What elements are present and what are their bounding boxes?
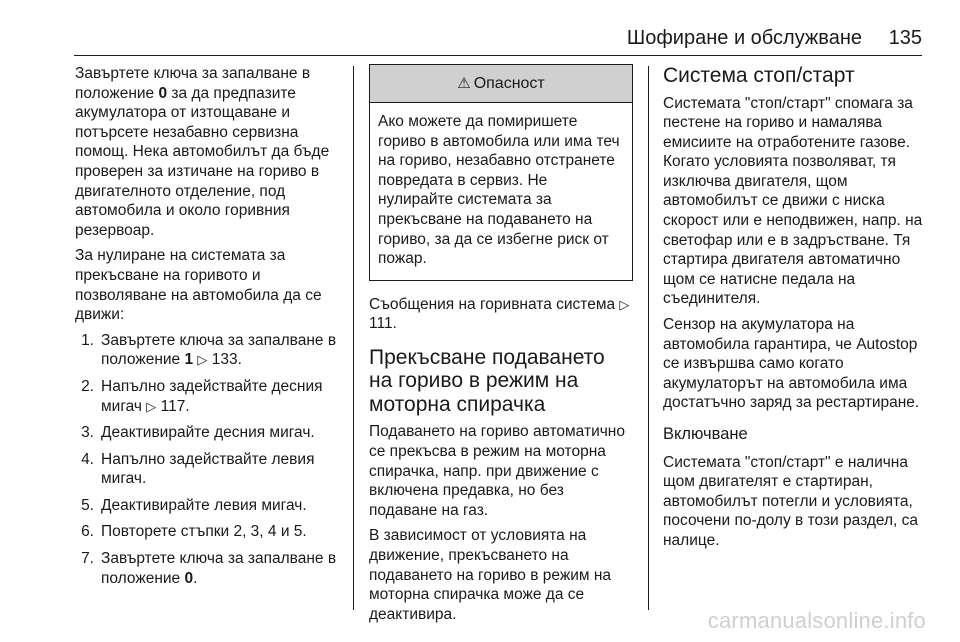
list-item: 6. Повторете стъпки 2, 3, 4 и 5. bbox=[81, 523, 307, 541]
running-header-title: Шофиране и обслужване bbox=[626, 27, 862, 49]
subsection-title: Включване bbox=[663, 425, 748, 443]
danger-notice bbox=[369, 64, 633, 281]
danger-title: Опасност bbox=[473, 74, 545, 92]
steps-list bbox=[75, 331, 347, 589]
key-position: 0 bbox=[158, 84, 168, 102]
column-divider-2 bbox=[648, 66, 649, 610]
page-reference[interactable]: 111. bbox=[369, 315, 397, 333]
page-reference[interactable]: 117. bbox=[160, 397, 190, 415]
reference-arrow-icon: ▷ bbox=[197, 352, 208, 368]
paragraph: Системата "стоп/старт" спомага за пестене на гориво и намалява емисиите на отработените газове. Когато условията позволяват, тя изключва двигателя, щом автомобилът се движи с ниска скорост или е неподвижен, напр. на светофар или е в задръстване. Тя стартира двигателя автоматично щом се натисне педала на съединителя. bbox=[663, 94, 923, 308]
page-reference[interactable]: 133. bbox=[211, 351, 242, 369]
list-item: 4. Напълно задействайте левия мигач. bbox=[81, 450, 315, 488]
paragraph: За нулиране на системата за прекъсване на горивото и позволяване на автомобила да се движи: bbox=[75, 247, 322, 324]
column-divider-1 bbox=[353, 66, 354, 610]
paragraph: Системата "стоп/старт" е налична щом двигателят е стартиран, автомобилът потегли и условията, посочени по-долу в този раздел, са налице. bbox=[663, 453, 919, 549]
column-1 bbox=[75, 64, 347, 595]
paragraph: Сензор на акумулатора на автомобила гарантира, че Autostop се извършва само когато акумулаторът на автомобила има достатъчно заряд за рестартиране. bbox=[663, 316, 920, 412]
column-3 bbox=[663, 64, 931, 557]
paragraph: Завъртете ключа за запалване в положение 0 за да предпазите акумулатора от изтощаване и потърсете незабавно сервизна помощ. Нека автомобилът да бъде проверен за изтичане на гориво в двигателното отделение, под автомобила и около горивния резервоар. bbox=[75, 65, 330, 239]
list-item: 7. Завъртете ключа за запалване в положение 0. bbox=[81, 550, 337, 587]
paragraph: Подаването на гориво автоматично се прекъсва в режим на моторна спирачка, напр. при движение с включена предавка, но без подаване на газ. bbox=[369, 423, 625, 519]
key-position: 1 bbox=[184, 351, 194, 369]
warning-triangle-icon: ⚠ bbox=[457, 74, 471, 92]
list-item: 2. Напълно задействайте десния мигач ▷ 117. bbox=[81, 377, 323, 415]
watermark: carmanualsonline.info bbox=[707, 608, 926, 633]
danger-header bbox=[370, 65, 632, 103]
key-position: 0 bbox=[184, 569, 194, 587]
danger-text: Ако можете да помиришете гориво в автомобила или има теч на гориво, незабавно отстранете повредата в сервиз. Не нулирайте системата за прекъсване на подаването на гориво, за да се избегне риск от пожар. bbox=[378, 113, 620, 268]
column-2 bbox=[369, 64, 633, 630]
list-item: 3. Деактивирайте десния мигач. bbox=[81, 424, 315, 442]
list-item: 5. Деактивирайте левия мигач. bbox=[81, 496, 307, 514]
list-item: 1. Завъртете ключа за запалване в положение 1 ▷ 133. bbox=[81, 331, 337, 369]
paragraph: В зависимост от условията на движение, прекъсването на подаването на гориво в режим на моторна спирачка може да се деактивира. bbox=[369, 527, 611, 623]
section-title: Система стоп/старт bbox=[663, 64, 855, 87]
header-rule bbox=[74, 55, 922, 56]
section-title: Прекъсване подаването на гориво в режим на моторна спирачка bbox=[369, 345, 605, 416]
reference-arrow-icon: ▷ bbox=[619, 296, 630, 312]
page-number: 135 bbox=[888, 27, 922, 49]
paragraph: Съобщения на горивната система ▷ 111. bbox=[369, 295, 630, 333]
reference-arrow-icon: ▷ bbox=[146, 398, 157, 414]
